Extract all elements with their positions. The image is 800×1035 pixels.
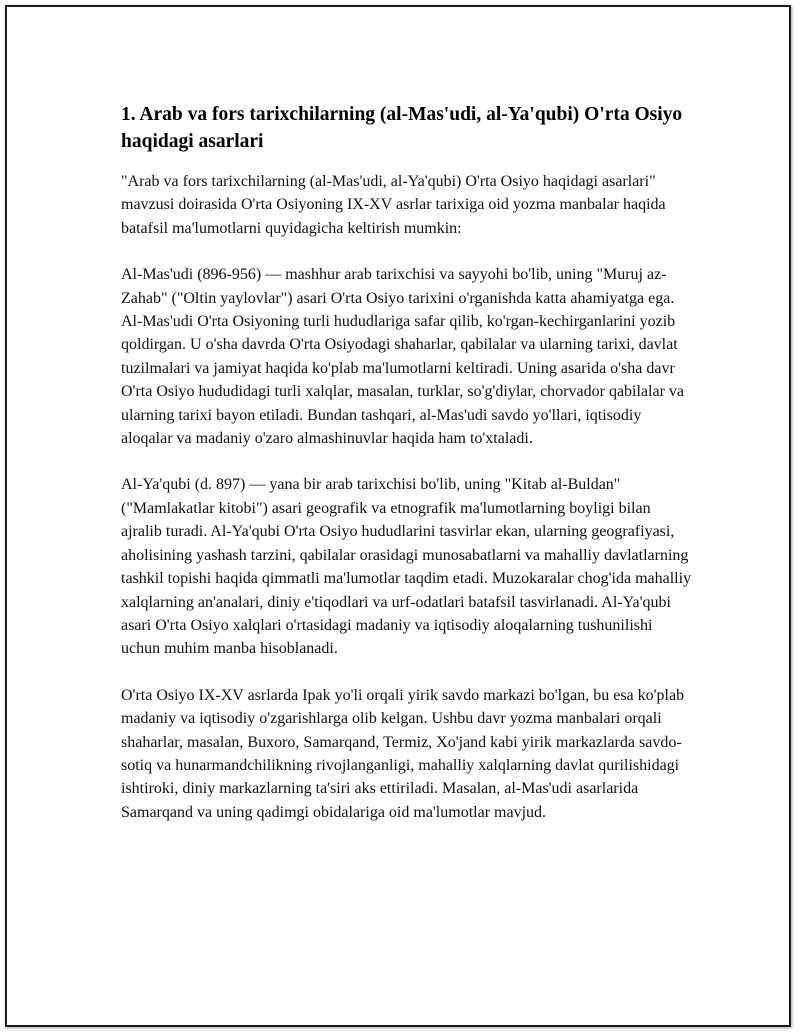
paragraph-intro: "Arab va fors tarixchilarning (al-Mas'udi, al-Ya'qubi) O'rta Osiyo haqidagi asarlari" mavzusi doirasida O'rta Osiyoning IX-XV asrlar tarixiga oid yozma manbalar haqida batafsil ma'lumotlarni quyidagicha keltirish mumkin: <box>121 173 666 237</box>
paragraph-silk-road: O'rta Osiyo IX-XV asrlarda Ipak yo'li orqali yirik savdo markazi bo'lgan, bu esa ko'plab madaniy va iqtisodiy o'zgarishlarga olib kelgan. Ushbu davr yozma manbalari orqali shaharlar, masalan, Buxoro, Samarqand, Termiz, Xo'jand kabi yirik markazlarda savdo-sotiq va hunarmandchilikning rivojlanganligi, mahalliy xalqlarning davlat qurilishidagi ishtiroki, diniy markazlarning ta'siri aks ettiriladi. Masalan, al-Mas'udi asarlarida Samarqand va uning qadimgi obidalariga oid ma'lumotlar mavjud. <box>121 686 685 821</box>
paragraph-al-yaqubi: Al-Ya'qubi (d. 897) — yana bir arab tarixchisi bo'lib, uning "Kitab al-Buldan" ("Mamlakatlar kitobi") asari geografik va etnografik ma'lumotlarning boyligi bilan ajralib turadi. Al-Ya'qubi O'rta Osiyo hududlarini tasvirlar ekan, ularning geografiyasi, aholisining yashash tarzini, qabilalar orasidagi munosabatlarni va mahalliy davlatlarning tashkil topishi haqida qimmatli ma'lumotlar taqdim etadi. Muzokaralar chog'ida mahalliy xalqlarning an'analari, diniy e'tiqodlari va urf-odatlari batafsil tasvirlanadi. Al-Ya'qubi asari O'rta Osiyo xalqlari o'rtasidagi madaniy va iqtisodiy aloqalarning tushunilishi uchun muhim manba hisoblanadi. <box>121 476 692 658</box>
paragraph-al-masudi: Al-Mas'udi (896-956) — mashhur arab tarixchisi va sayyohi bo'lib, uning "Muruj az-Zahab" ("Oltin yaylovlar") asari O'rta Osiyo tarixini o'rganishda katta ahamiyatga ega. Al-Mas'udi O'rta Osiyoning turli hududlariga safar qilib, ko'rgan-kechirganlarini yozib qoldirgan. U o'sha davrda O'rta Osiyodagi shaharlar, qabilalar va ularning tarixi, davlat tuzilmalari va jamiyat haqida ko'plab ma'lumotlarni keltiradi. Uning asarida o'sha davr O'rta Osiyo hududidagi turli xalqlar, masalan, turklar, so'g'diylar, chorvador qabilalar va ularning tarixi bayon etiladi. Bundan tashqari, al-Mas'udi savdo yo'llari, iqtisodiy aloqalar va madaniy o'zaro almashinuvlar haqida ham to'xtaladi. <box>121 266 685 448</box>
document-page <box>5 5 791 1027</box>
document-body <box>121 101 693 847</box>
section-heading: 1. Arab va fors tarixchilarning (al-Mas'udi, al-Ya'qubi) O'rta Osiyo haqidagi asarlari <box>121 104 683 152</box>
